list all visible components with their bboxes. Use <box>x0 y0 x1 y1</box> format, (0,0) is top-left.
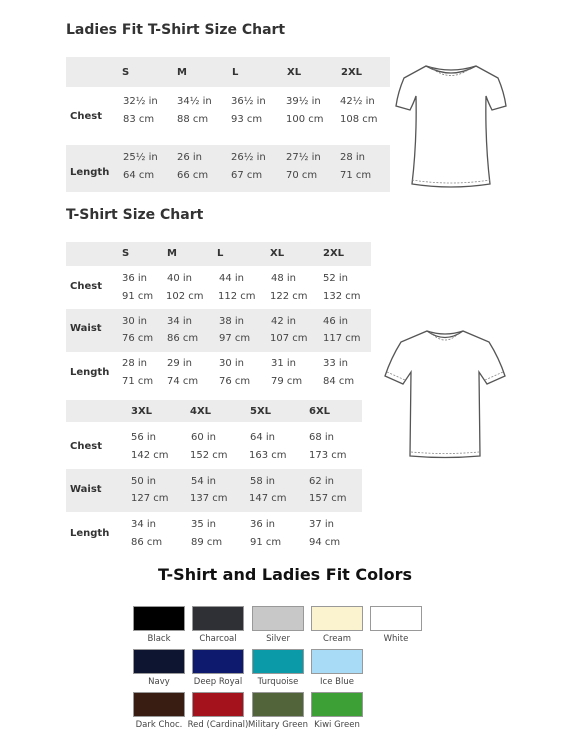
measure-in: 36 in <box>122 273 148 284</box>
measure-in: 28 in <box>122 358 148 369</box>
measure-cm: 86 cm <box>131 537 163 548</box>
color-label: Kiwi Green <box>314 720 360 730</box>
tshirt-illustration <box>381 328 509 461</box>
row-label-chest: Chest <box>70 441 102 452</box>
color-label: Navy <box>148 677 170 687</box>
color-label: Black <box>147 634 171 644</box>
measure-in: 34 in <box>131 519 157 530</box>
size-header: 2XL <box>323 248 345 259</box>
measure-cm: 86 cm <box>167 333 199 344</box>
measure-cm: 67 cm <box>231 170 263 181</box>
measure-in: 68 in <box>309 432 335 443</box>
measure-in: 33 in <box>323 358 349 369</box>
color-swatch-silver <box>252 606 304 631</box>
measure-cm: 108 cm <box>340 114 378 125</box>
color-swatch-navy <box>133 649 185 674</box>
row-label-waist: Waist <box>70 484 102 495</box>
measure-cm: 127 cm <box>131 493 169 504</box>
color-swatch-kiwi-green <box>311 692 363 717</box>
colors-title: T-Shirt and Ladies Fit Colors <box>157 565 413 584</box>
measure-in: 42 in <box>271 316 297 327</box>
measure-cm: 163 cm <box>249 450 287 461</box>
measure-in: 36 in <box>250 519 276 530</box>
size-header: M <box>167 248 177 259</box>
measure-cm: 102 cm <box>166 291 204 302</box>
measure-in: 25½ in <box>123 152 158 163</box>
measure-in: 30 in <box>122 316 148 327</box>
measure-cm: 66 cm <box>177 170 209 181</box>
measure-in: 28 in <box>340 152 366 163</box>
color-swatch-deep-royal <box>192 649 244 674</box>
size-header: XL <box>270 248 285 259</box>
measure-cm: 91 cm <box>250 537 282 548</box>
color-label: Cream <box>323 634 351 644</box>
row-label-waist: Waist <box>70 323 102 334</box>
row-label-chest: Chest <box>70 111 102 122</box>
measure-cm: 79 cm <box>271 376 303 387</box>
size-header: XL <box>287 67 302 78</box>
measure-in: 60 in <box>191 432 217 443</box>
measure-cm: 117 cm <box>323 333 361 344</box>
measure-in: 26 in <box>177 152 203 163</box>
color-swatch-black <box>133 606 185 631</box>
color-label: Silver <box>266 634 290 644</box>
color-swatch-ice-blue <box>311 649 363 674</box>
size-header: L <box>217 248 224 259</box>
measure-in: 40 in <box>167 273 193 284</box>
measure-in: 64 in <box>250 432 276 443</box>
color-swatch-cream <box>311 606 363 631</box>
measure-cm: 71 cm <box>340 170 372 181</box>
measure-cm: 100 cm <box>286 114 324 125</box>
measure-cm: 122 cm <box>270 291 308 302</box>
measure-cm: 132 cm <box>323 291 361 302</box>
measure-in: 29 in <box>167 358 193 369</box>
size-header: 5XL <box>250 406 272 417</box>
measure-cm: 137 cm <box>190 493 228 504</box>
measure-cm: 70 cm <box>286 170 318 181</box>
measure-cm: 93 cm <box>231 114 263 125</box>
measure-cm: 142 cm <box>131 450 169 461</box>
measure-cm: 83 cm <box>123 114 155 125</box>
measure-cm: 91 cm <box>122 291 154 302</box>
row-label-length: Length <box>70 167 110 178</box>
measure-in: 32½ in <box>123 96 158 107</box>
measure-cm: 157 cm <box>309 493 347 504</box>
ladies-tshirt-illustration <box>392 62 510 190</box>
measure-in: 58 in <box>250 476 276 487</box>
measure-in: 62 in <box>309 476 335 487</box>
size-header: 6XL <box>309 406 331 417</box>
measure-in: 31 in <box>271 358 297 369</box>
measure-in: 34 in <box>167 316 193 327</box>
size-header: S <box>122 67 130 78</box>
color-swatch-white <box>370 606 422 631</box>
size-header: S <box>122 248 130 259</box>
size-header: 4XL <box>190 406 212 417</box>
row-label-length: Length <box>70 528 110 539</box>
row-label-length: Length <box>70 367 110 378</box>
measure-in: 44 in <box>219 273 245 284</box>
color-label: Military Green <box>248 720 308 730</box>
size-header: 2XL <box>341 67 363 78</box>
color-swatch-military-green <box>252 692 304 717</box>
measure-cm: 112 cm <box>218 291 256 302</box>
measure-in: 27½ in <box>286 152 321 163</box>
measure-in: 52 in <box>323 273 349 284</box>
row-label-chest: Chest <box>70 281 102 292</box>
size-header: M <box>177 67 187 78</box>
measure-in: 35 in <box>191 519 217 530</box>
measure-in: 54 in <box>191 476 217 487</box>
measure-cm: 107 cm <box>270 333 308 344</box>
color-swatch-turquoise <box>252 649 304 674</box>
measure-in: 37 in <box>309 519 335 530</box>
size-header: 3XL <box>131 406 153 417</box>
measure-in: 38 in <box>219 316 245 327</box>
measure-in: 34½ in <box>177 96 212 107</box>
color-label: Ice Blue <box>320 677 354 687</box>
color-label: Turquoise <box>257 677 299 687</box>
measure-cm: 76 cm <box>219 376 251 387</box>
measure-cm: 88 cm <box>177 114 209 125</box>
measure-in: 39½ in <box>286 96 321 107</box>
color-label: Deep Royal <box>193 677 243 687</box>
measure-cm: 97 cm <box>219 333 251 344</box>
measure-in: 48 in <box>271 273 297 284</box>
measure-cm: 89 cm <box>191 537 223 548</box>
measure-cm: 147 cm <box>249 493 287 504</box>
color-swatch-charcoal <box>192 606 244 631</box>
measure-in: 36½ in <box>231 96 266 107</box>
color-swatch-dark-choc <box>133 692 185 717</box>
measure-in: 26½ in <box>231 152 266 163</box>
measure-cm: 173 cm <box>309 450 347 461</box>
measure-in: 30 in <box>219 358 245 369</box>
measure-cm: 94 cm <box>309 537 341 548</box>
ladies-size-chart-title: Ladies Fit T-Shirt Size Chart <box>66 22 286 38</box>
color-label: Dark Choc. <box>135 720 183 730</box>
color-label: Red (Cardinal) <box>187 720 249 730</box>
color-label: Charcoal <box>199 634 237 644</box>
color-label: White <box>383 634 409 644</box>
size-header: L <box>232 67 239 78</box>
measure-cm: 64 cm <box>123 170 155 181</box>
color-swatch-red-cardinal <box>192 692 244 717</box>
measure-cm: 76 cm <box>122 333 154 344</box>
measure-in: 46 in <box>323 316 349 327</box>
measure-cm: 71 cm <box>122 376 154 387</box>
measure-cm: 152 cm <box>190 450 228 461</box>
measure-in: 50 in <box>131 476 157 487</box>
measure-in: 56 in <box>131 432 157 443</box>
measure-cm: 84 cm <box>323 376 355 387</box>
tshirt-size-chart-title: T-Shirt Size Chart <box>66 207 204 223</box>
measure-in: 42½ in <box>340 96 375 107</box>
measure-cm: 74 cm <box>167 376 199 387</box>
